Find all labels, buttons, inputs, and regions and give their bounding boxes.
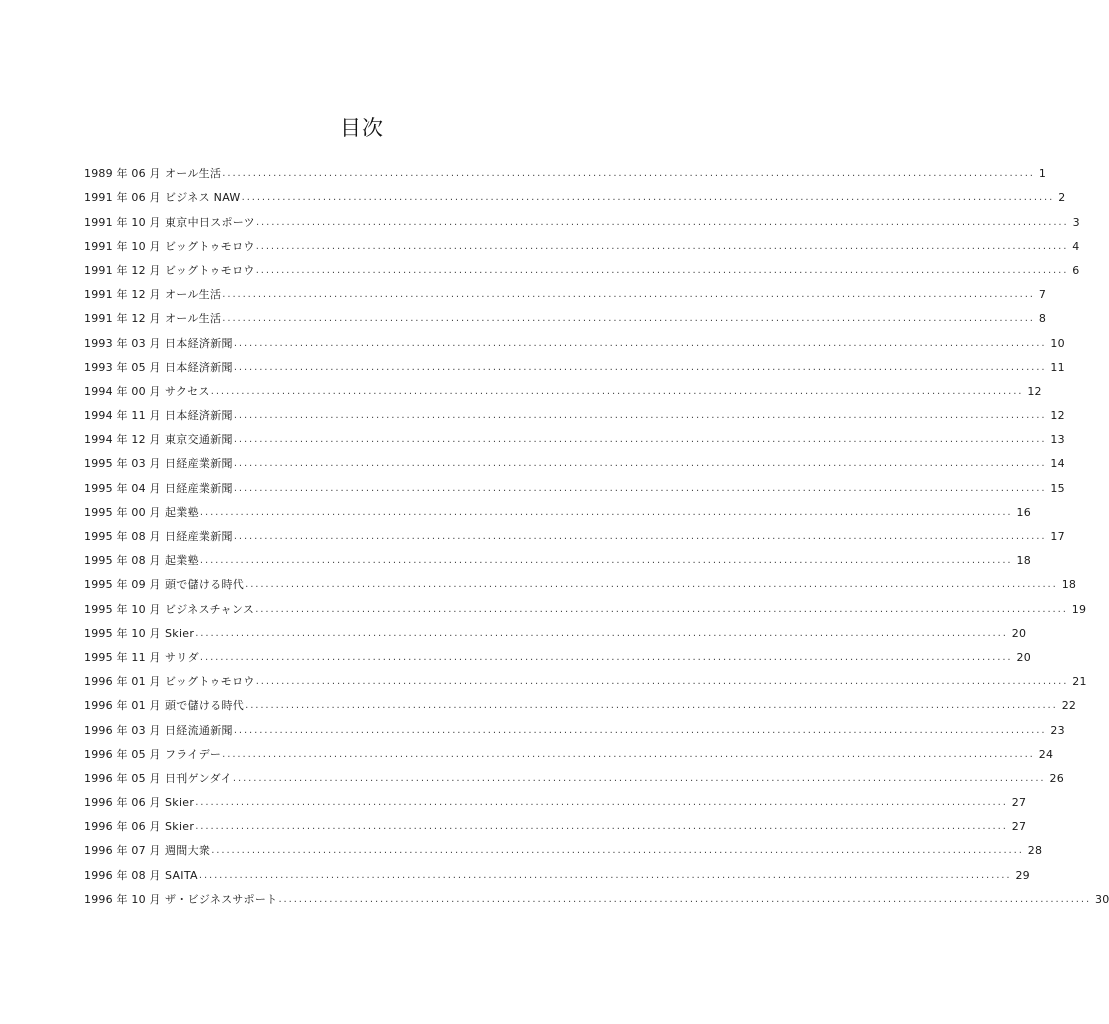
toc-entry-page-number: 28 bbox=[1027, 844, 1043, 858]
toc-entry bbox=[84, 738, 1054, 762]
toc-entry-title: 起業塾 bbox=[165, 554, 199, 568]
toc-entry-page-number: 16 bbox=[1016, 505, 1031, 519]
toc-entry-title: サリダ bbox=[165, 650, 199, 664]
toc-entry bbox=[84, 375, 1042, 399]
toc-dot-leader: ................................................................................................................................................................ bbox=[255, 264, 1069, 276]
toc-dot-leader: ................................................................................................................................................................ bbox=[222, 748, 1035, 760]
toc-dot-leader: ................................................................................................................................................................ bbox=[245, 579, 1058, 591]
toc-dot-leader: ................................................................................................................................................................ bbox=[198, 869, 1012, 881]
toc-entry-date: 1996 年 08 月 bbox=[84, 868, 161, 882]
toc-entry-date: 1995 年 11 月 bbox=[84, 650, 161, 664]
toc-entry-date: 1995 年 04 月 bbox=[84, 481, 161, 495]
toc-entry-page-number: 4 bbox=[1072, 239, 1080, 253]
toc-entry-title: オール生活 bbox=[165, 167, 222, 181]
toc-entry-title: 日刊ゲンダイ bbox=[165, 771, 232, 785]
toc-entry-title: 頭で儲ける時代 bbox=[165, 578, 245, 592]
toc-entry-date: 1996 年 06 月 bbox=[84, 796, 161, 810]
toc-entry-title: オール生活 bbox=[165, 288, 222, 302]
toc-entry bbox=[84, 471, 1065, 495]
toc-entry bbox=[84, 205, 1080, 229]
toc-dot-leader: ................................................................................................................................................................ bbox=[233, 410, 1047, 422]
toc-entry bbox=[84, 665, 1087, 689]
toc-dot-leader: ................................................................................................................................................................ bbox=[233, 482, 1047, 494]
toc-entry-date: 1996 年 01 月 bbox=[84, 675, 161, 689]
toc-entry-date: 1995 年 03 月 bbox=[84, 457, 161, 471]
toc-entry-page-number: 24 bbox=[1038, 747, 1054, 761]
toc-entry-page-number: 1 bbox=[1038, 167, 1047, 181]
toc-entry-page-number: 23 bbox=[1050, 723, 1065, 737]
toc-dot-leader: ................................................................................................................................................................ bbox=[233, 724, 1047, 736]
toc-entry bbox=[84, 254, 1080, 278]
toc-entry bbox=[84, 786, 1027, 810]
toc-entry bbox=[84, 834, 1043, 858]
toc-entry-page-number: 20 bbox=[1016, 650, 1031, 664]
toc-entry bbox=[84, 351, 1065, 375]
toc-entry-date: 1996 年 03 月 bbox=[84, 723, 161, 737]
toc-entry-title: 日経産業新聞 bbox=[165, 530, 233, 543]
toc-entry-date: 1995 年 10 月 bbox=[84, 626, 161, 640]
toc-dot-leader: ................................................................................................................................................................ bbox=[255, 240, 1069, 252]
toc-entry-title: ビッグトゥモロウ bbox=[165, 263, 255, 277]
toc-entry-date: 1996 年 01 月 bbox=[84, 699, 161, 713]
toc-entry-page-number: 17 bbox=[1050, 530, 1065, 543]
toc-entry-title: Skier bbox=[165, 820, 195, 834]
toc-entry-title: 起業塾 bbox=[165, 505, 199, 519]
toc-entry bbox=[84, 230, 1080, 254]
toc-dot-leader: ................................................................................................................................................................ bbox=[211, 845, 1024, 857]
toc-entry bbox=[84, 399, 1065, 423]
toc-entry bbox=[84, 689, 1077, 713]
toc-dot-leader: ................................................................................................................................................................ bbox=[199, 555, 1013, 567]
toc-entry bbox=[84, 302, 1047, 326]
toc-entry-date: 1991 年 06 月 bbox=[84, 191, 161, 205]
toc-dot-leader: ................................................................................................................................................................ bbox=[232, 772, 1046, 784]
toc-dot-leader: ................................................................................................................................................................ bbox=[233, 361, 1047, 373]
toc-entry-title: オール生活 bbox=[165, 312, 222, 326]
toc-entry-page-number: 12 bbox=[1027, 384, 1042, 398]
toc-dot-leader: ................................................................................................................................................................ bbox=[278, 893, 1092, 905]
toc-dot-leader: ................................................................................................................................................................ bbox=[222, 168, 1035, 180]
toc-dot-leader: ................................................................................................................................................................ bbox=[195, 627, 1008, 639]
toc-dot-leader: ................................................................................................................................................................ bbox=[233, 531, 1047, 542]
toc-dot-leader: ................................................................................................................................................................ bbox=[233, 434, 1047, 446]
toc-entry bbox=[84, 641, 1031, 665]
toc-entry-page-number: 18 bbox=[1016, 554, 1031, 568]
toc-entry bbox=[84, 883, 1109, 907]
toc-entry-page-number: 11 bbox=[1050, 360, 1065, 374]
page-title: 目次 bbox=[340, 116, 384, 140]
toc-entry-date: 1996 年 06 月 bbox=[84, 820, 161, 834]
toc-entry-page-number: 26 bbox=[1049, 771, 1064, 785]
toc-entry-date: 1995 年 08 月 bbox=[84, 530, 161, 543]
toc-entry bbox=[84, 592, 1087, 616]
toc-entry-date: 1994 年 12 月 bbox=[84, 433, 161, 447]
toc-dot-leader: ................................................................................................................................................................ bbox=[199, 506, 1013, 518]
toc-dot-leader: ................................................................................................................................................................ bbox=[241, 192, 1055, 204]
toc-entry-title: 日経産業新聞 bbox=[165, 457, 233, 471]
toc-dot-leader: ................................................................................................................................................................ bbox=[245, 700, 1058, 712]
toc-entry-page-number: 8 bbox=[1038, 312, 1047, 326]
toc-entry-page-number: 29 bbox=[1015, 868, 1030, 882]
toc-entry bbox=[84, 496, 1031, 520]
toc-entry-date: 1994 年 00 月 bbox=[84, 384, 161, 398]
toc-entry bbox=[84, 423, 1065, 447]
toc-entry-title: ビッグトゥモロウ bbox=[165, 675, 255, 689]
toc-entry-date: 1995 年 10 月 bbox=[84, 602, 161, 616]
toc-entry-page-number: 7 bbox=[1038, 288, 1047, 302]
toc-entry-title: 週間大衆 bbox=[165, 844, 211, 858]
toc-entry-title: Skier bbox=[165, 796, 195, 810]
toc-entry-title: ビジネスチャンス bbox=[165, 602, 255, 616]
toc-entry-date: 1995 年 09 月 bbox=[84, 578, 161, 592]
toc-entry-page-number: 15 bbox=[1050, 481, 1065, 495]
toc-entry bbox=[84, 447, 1065, 471]
toc-entry bbox=[84, 810, 1027, 834]
toc-entry-title: 日経流通新聞 bbox=[165, 723, 233, 737]
toc-dot-leader: ................................................................................................................................................................ bbox=[233, 458, 1047, 470]
toc-dot-leader: ................................................................................................................................................................ bbox=[233, 337, 1047, 349]
toc-entry-title: SAITA bbox=[165, 868, 198, 882]
toc-entry-date: 1991 年 12 月 bbox=[84, 288, 161, 302]
toc-entry-title: 頭で儲ける時代 bbox=[165, 699, 245, 713]
toc-entry-title: サクセス bbox=[165, 384, 210, 398]
toc-entry bbox=[84, 326, 1065, 350]
toc-entry-date: 1996 年 05 月 bbox=[84, 771, 161, 785]
toc-entry-title: 東京交通新聞 bbox=[165, 433, 233, 447]
toc-entry bbox=[84, 544, 1031, 568]
toc-entry-date: 1995 年 08 月 bbox=[84, 554, 161, 568]
toc-entry bbox=[84, 181, 1066, 205]
toc-entry-title: 東京中日スポーツ bbox=[165, 215, 255, 229]
toc-entry-date: 1991 年 10 月 bbox=[84, 239, 161, 253]
table-of-contents bbox=[84, 157, 1109, 907]
toc-entry-page-number: 3 bbox=[1072, 215, 1080, 229]
toc-entry bbox=[84, 617, 1027, 641]
toc-entry bbox=[84, 520, 1065, 544]
toc-entry-title: フライデー bbox=[165, 747, 222, 761]
toc-dot-leader: ................................................................................................................................................................ bbox=[255, 676, 1069, 688]
toc-entry-page-number: 14 bbox=[1050, 457, 1065, 471]
toc-dot-leader: ................................................................................................................................................................ bbox=[222, 313, 1035, 325]
toc-entry-date: 1995 年 00 月 bbox=[84, 505, 161, 519]
toc-entry bbox=[84, 278, 1047, 302]
toc-entry-date: 1994 年 11 月 bbox=[84, 409, 161, 423]
toc-entry-title: ビジネス NAW bbox=[165, 191, 241, 205]
toc-entry-page-number: 22 bbox=[1061, 699, 1077, 713]
toc-entry-date: 1996 年 10 月 bbox=[84, 892, 161, 906]
toc-dot-leader: ................................................................................................................................................................ bbox=[222, 289, 1035, 301]
toc-entry-date: 1993 年 05 月 bbox=[84, 360, 161, 374]
toc-entry-date: 1991 年 12 月 bbox=[84, 263, 161, 277]
toc-entry-page-number: 27 bbox=[1011, 820, 1027, 834]
toc-entry-title: 日本経済新聞 bbox=[165, 360, 233, 374]
toc-entry-date: 1991 年 10 月 bbox=[84, 215, 161, 229]
toc-entry bbox=[84, 568, 1077, 592]
toc-entry-date: 1991 年 12 月 bbox=[84, 312, 161, 326]
toc-entry bbox=[84, 157, 1047, 181]
toc-entry-date: 1996 年 07 月 bbox=[84, 844, 161, 858]
toc-entry-title: 日本経済新聞 bbox=[165, 409, 233, 423]
toc-entry-title: ビッグトゥモロウ bbox=[165, 239, 255, 253]
toc-entry-title: Skier bbox=[165, 626, 195, 640]
toc-entry bbox=[84, 713, 1065, 737]
toc-entry-date: 1989 年 06 月 bbox=[84, 167, 161, 181]
toc-entry-title: ザ・ビジネスサポート bbox=[165, 892, 278, 906]
toc-entry-page-number: 20 bbox=[1011, 626, 1027, 640]
toc-entry-page-number: 19 bbox=[1071, 602, 1087, 616]
toc-entry-page-number: 21 bbox=[1072, 675, 1087, 689]
toc-entry-page-number: 27 bbox=[1011, 796, 1027, 810]
toc-entry-title: 日経産業新聞 bbox=[165, 481, 233, 495]
toc-entry-page-number: 2 bbox=[1058, 191, 1066, 205]
toc-entry bbox=[84, 858, 1030, 882]
toc-entry-title: 日本経済新聞 bbox=[165, 336, 233, 350]
toc-entry-page-number: 30 bbox=[1095, 892, 1109, 906]
toc-dot-leader: ................................................................................................................................................................ bbox=[255, 603, 1068, 615]
toc-entry-page-number: 12 bbox=[1050, 409, 1065, 423]
toc-entry-page-number: 13 bbox=[1050, 433, 1065, 447]
toc-dot-leader: ................................................................................................................................................................ bbox=[210, 385, 1024, 397]
toc-dot-leader: ................................................................................................................................................................ bbox=[255, 216, 1069, 228]
toc-dot-leader: ................................................................................................................................................................ bbox=[195, 821, 1008, 833]
toc-entry-page-number: 10 bbox=[1050, 336, 1065, 350]
toc-entry-date: 1996 年 05 月 bbox=[84, 747, 161, 761]
toc-entry-page-number: 6 bbox=[1072, 263, 1080, 277]
toc-dot-leader: ................................................................................................................................................................ bbox=[199, 651, 1013, 663]
toc-entry-date: 1993 年 03 月 bbox=[84, 336, 161, 350]
toc-dot-leader: ................................................................................................................................................................ bbox=[195, 797, 1008, 809]
toc-entry bbox=[84, 762, 1064, 786]
toc-entry-page-number: 18 bbox=[1061, 578, 1077, 592]
